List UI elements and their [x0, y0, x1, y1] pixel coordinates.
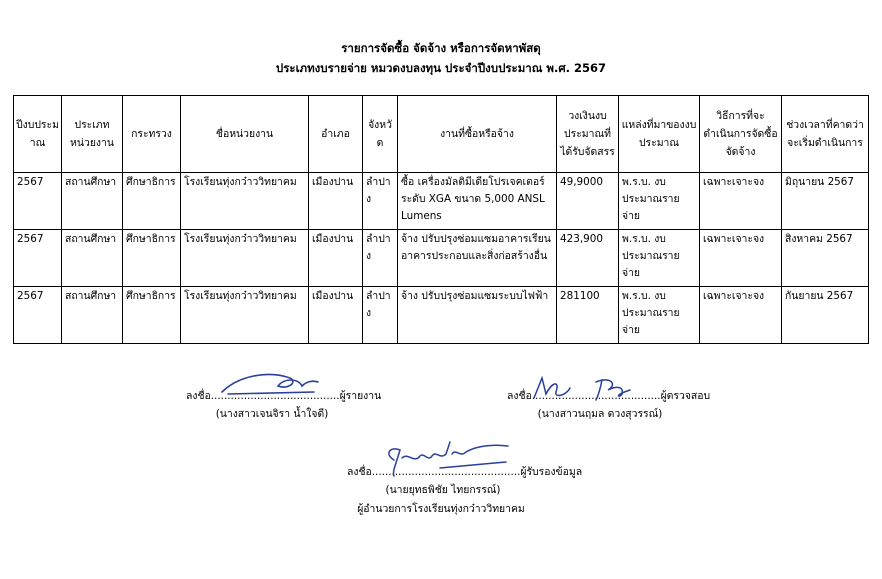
- cell-method: เฉพาะเจาะจง: [700, 230, 782, 287]
- header-fiscal-year: ปีงบประมาณ: [14, 96, 62, 173]
- signature-prefix: ลงชื่อ.........: [507, 390, 562, 402]
- cell-timeframe: มิถุนายน 2567: [782, 173, 869, 230]
- cell-fiscal-year: 2567: [14, 287, 62, 344]
- reporter-name: (นางสาวเจนจิรา น้ำใจดี): [215, 408, 329, 420]
- cell-item: จ้าง ปรับปรุงซ่อมแซมอาคารเรียน อาคารประกอบและสิ่งก่อสร้างอื่น: [398, 230, 557, 287]
- signature-dots: ........................: [260, 390, 340, 402]
- cell-budget: 49,9000: [557, 173, 619, 230]
- cell-agency-name: โรงเรียนทุ่งกว๋าววิทยาคม: [181, 287, 309, 344]
- header-agency-name: ชื่อหน่วยงาน: [181, 96, 309, 173]
- cell-agency-type: สถานศึกษา: [62, 173, 123, 230]
- header-district: อำเภอ: [309, 96, 363, 173]
- cell-budget-source: พ.ร.บ. งบประมาณรายจ่าย: [619, 287, 700, 344]
- table-row: [14, 173, 869, 230]
- document-subtitle: ประเภทงบรายจ่าย หมวดงบลงทุน ประจำปีงบประมาณ พ.ศ. 2567: [275, 61, 607, 75]
- cell-district: เมืองปาน: [309, 173, 363, 230]
- cell-district: เมืองปาน: [309, 287, 363, 344]
- reporter-role: ผู้รายงาน: [339, 390, 382, 402]
- cell-ministry: ศึกษาธิการ: [123, 173, 181, 230]
- cell-province: ลำปาง: [363, 173, 398, 230]
- cell-province: ลำปาง: [363, 287, 398, 344]
- cell-timeframe: กันยายน 2567: [782, 287, 869, 344]
- header-method: วิธีการที่จะดำเนินการจัดซื้อจัดจ้าง: [700, 96, 782, 173]
- table-header-row: [14, 96, 869, 173]
- signature-dots: ..............................: [561, 390, 661, 402]
- certifier-role: ผู้รับรองข้อมูล: [520, 466, 583, 478]
- signature-prefix: ลงชื่อ.........: [347, 466, 402, 478]
- checker-role: ผู้ตรวจสอบ: [660, 390, 711, 402]
- cell-budget: 423,900: [557, 230, 619, 287]
- cell-ministry: ศึกษาธิการ: [123, 287, 181, 344]
- cell-ministry: ศึกษาธิการ: [123, 230, 181, 287]
- cell-agency-name: โรงเรียนทุ่งกว๋าววิทยาคม: [181, 173, 309, 230]
- cell-fiscal-year: 2567: [14, 230, 62, 287]
- header-province: จังหวัด: [363, 96, 398, 173]
- certifier-name: (นายยุทธพิชัย ไทยกรรณ์): [385, 484, 501, 496]
- reporter-handwritten-signature: [218, 368, 322, 398]
- cell-budget-source: พ.ร.บ. งบประมาณรายจ่าย: [619, 173, 700, 230]
- cell-agency-type: สถานศึกษา: [62, 230, 123, 287]
- certifier-position: ผู้อำนวยการโรงเรียนทุ่งกว๋าววิทยาคม: [357, 503, 525, 515]
- checker-name: (นางสาวนฤมล ดวงสุวรรณ์): [537, 408, 663, 420]
- header-item: งานที่ซื้อหรือจ้าง: [398, 96, 557, 173]
- cell-timeframe: สิงหาคม 2567: [782, 230, 869, 287]
- header-agency-type: ประเภทหน่วยงาน: [62, 96, 123, 173]
- cell-budget: 281100: [557, 287, 619, 344]
- signature-prefix: ลงชื่อ...............: [186, 390, 261, 402]
- procurement-table: [13, 95, 869, 344]
- cell-budget-source: พ.ร.บ. งบประมาณรายจ่าย: [619, 230, 700, 287]
- cell-method: เฉพาะเจาะจง: [700, 287, 782, 344]
- checker-handwritten-signature: [526, 372, 642, 402]
- cell-agency-name: โรงเรียนทุ่งกว๋าววิทยาคม: [181, 230, 309, 287]
- header-ministry: กระทรวง: [123, 96, 181, 173]
- cell-agency-type: สถานศึกษา: [62, 287, 123, 344]
- header-budget-source: แหล่งที่มาของงบประมาณ: [619, 96, 700, 173]
- cell-province: ลำปาง: [363, 230, 398, 287]
- table-row: [14, 230, 869, 287]
- cell-item: จ้าง ปรับปรุงซ่อมแซมระบบไฟฟ้า: [398, 287, 557, 344]
- signature-dots: ....................................: [401, 466, 521, 478]
- certifier-handwritten-signature: [380, 438, 512, 478]
- header-timeframe: ช่วงเวลาที่คาดว่าจะเริ่มดำเนินการ: [782, 96, 869, 173]
- header-budget: วงเงินงบประมาณที่ได้รับจัดสรร: [557, 96, 619, 173]
- cell-district: เมืองปาน: [309, 230, 363, 287]
- cell-item: ซื้อ เครื่องมัลติมีเดียโปรเจคเตอร์ ระดับ XGA ขนาด 5,000 ANSL Lumens: [398, 173, 557, 230]
- document-title: รายการจัดซื้อ จัดจ้าง หรือการจัดหาพัสดุ: [341, 41, 541, 55]
- cell-fiscal-year: 2567: [14, 173, 62, 230]
- cell-method: เฉพาะเจาะจง: [700, 173, 782, 230]
- table-row: [14, 287, 869, 344]
